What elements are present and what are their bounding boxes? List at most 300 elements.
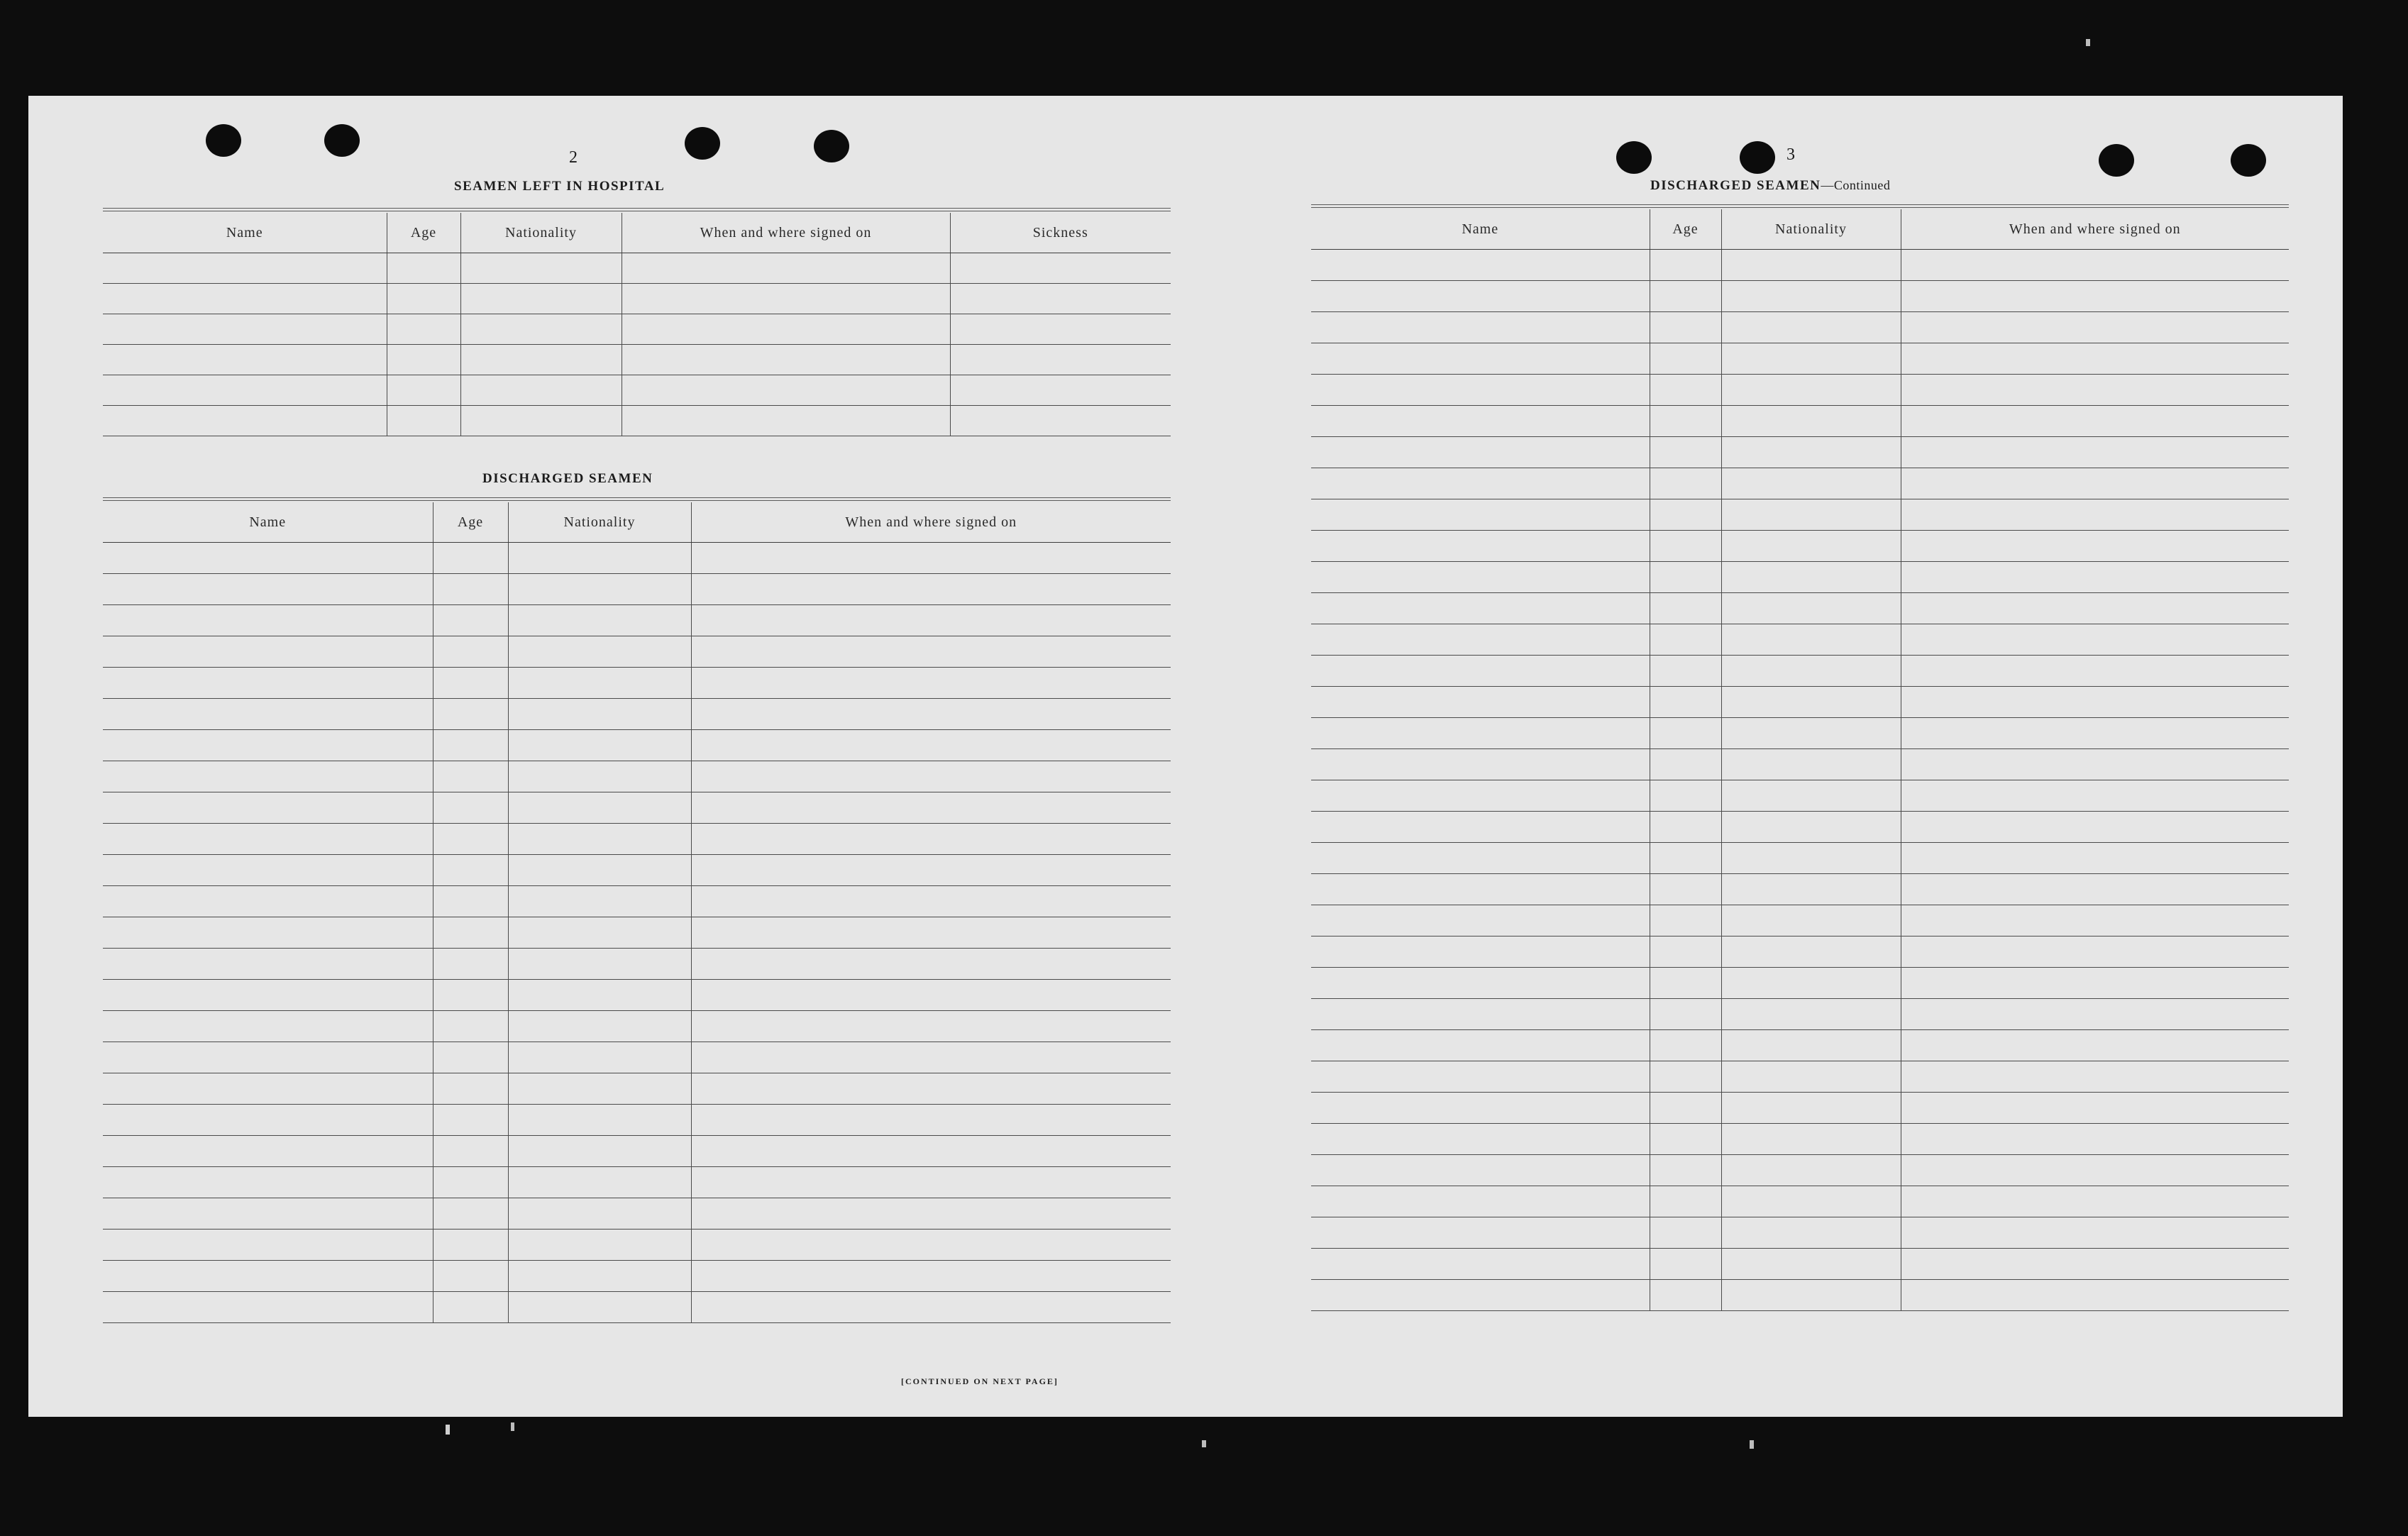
blank-cell <box>508 1011 691 1042</box>
blank-cell <box>1721 343 1901 375</box>
blank-cell <box>433 1136 508 1167</box>
blank-cell <box>103 284 387 314</box>
table-row <box>103 949 1171 980</box>
blank-cell <box>1901 312 2289 343</box>
blank-cell <box>1721 250 1901 281</box>
blank-cell <box>433 1011 508 1042</box>
blank-cell <box>1901 624 2289 656</box>
column-header: Age <box>433 502 508 543</box>
blank-cell <box>103 1073 433 1105</box>
blank-cell <box>433 855 508 886</box>
blank-cell <box>1650 687 1721 718</box>
punch-hole <box>1740 141 1775 174</box>
blank-cell <box>508 949 691 980</box>
blank-cell <box>1901 1280 2289 1311</box>
blank-cell <box>1650 905 1721 936</box>
blank-cell <box>691 1198 1171 1230</box>
blank-cell <box>103 1105 433 1136</box>
column-header: Sickness <box>950 213 1171 253</box>
blank-cell <box>1311 281 1650 312</box>
blank-cell <box>1650 843 1721 874</box>
blank-cell <box>1650 1217 1721 1249</box>
blank-cell <box>103 1230 433 1261</box>
blank-cell <box>1721 812 1901 843</box>
blank-cell <box>433 636 508 668</box>
scan-speck <box>1750 1440 1754 1449</box>
table-row <box>103 574 1171 605</box>
table-row <box>1311 531 2289 562</box>
table-row <box>1311 375 2289 406</box>
blank-cell <box>691 730 1171 761</box>
blank-cell <box>1721 1061 1901 1093</box>
blank-cell <box>433 543 508 574</box>
blank-cell <box>103 1136 433 1167</box>
blank-cell <box>508 792 691 824</box>
blank-cell <box>1650 812 1721 843</box>
blank-cell <box>691 636 1171 668</box>
blank-cell <box>1650 1093 1721 1124</box>
column-header: Nationality <box>1721 209 1901 250</box>
blank-cell <box>1311 687 1650 718</box>
blank-cell <box>691 605 1171 636</box>
table-row <box>103 1292 1171 1323</box>
blank-cell <box>1650 1061 1721 1093</box>
blank-cell <box>1311 905 1650 936</box>
blank-cell <box>622 253 950 284</box>
column-header: Name <box>103 502 433 543</box>
blank-cell <box>1721 968 1901 999</box>
blank-cell <box>103 1167 433 1198</box>
blank-cell <box>1650 999 1721 1030</box>
blank-cell <box>1901 468 2289 499</box>
table-row <box>103 699 1171 730</box>
column-header: Name <box>103 213 387 253</box>
blank-cell <box>691 792 1171 824</box>
blank-cell <box>1901 999 2289 1030</box>
blank-cell <box>103 855 433 886</box>
blank-cell <box>691 543 1171 574</box>
blank-cell <box>103 917 433 949</box>
blank-cell <box>622 284 950 314</box>
blank-cell <box>1650 936 1721 968</box>
table-row <box>103 668 1171 699</box>
blank-cell <box>103 253 387 284</box>
blank-cell <box>387 253 460 284</box>
blank-cell <box>1311 624 1650 656</box>
blank-cell <box>387 375 460 406</box>
blank-cell <box>1901 343 2289 375</box>
table-row <box>103 314 1171 345</box>
table-row <box>1311 1061 2289 1093</box>
table-row <box>103 1261 1171 1292</box>
blank-cell <box>1650 468 1721 499</box>
blank-cell <box>1901 1124 2289 1155</box>
blank-cell <box>1721 1280 1901 1311</box>
blank-cell <box>622 375 950 406</box>
table-row <box>103 1042 1171 1073</box>
blank-cell <box>508 1292 691 1323</box>
table-row <box>103 855 1171 886</box>
blank-cell <box>1311 437 1650 468</box>
blank-cell <box>508 1136 691 1167</box>
blank-cell <box>103 1011 433 1042</box>
double-rule <box>1311 204 2289 208</box>
blank-cell <box>460 314 622 345</box>
blank-cell <box>1650 343 1721 375</box>
blank-cell <box>103 605 433 636</box>
blank-cell <box>1650 780 1721 812</box>
blank-cell <box>103 375 387 406</box>
blank-cell <box>1901 780 2289 812</box>
table-row <box>103 543 1171 574</box>
double-rule <box>103 208 1171 211</box>
blank-cell <box>1721 905 1901 936</box>
blank-cell <box>950 314 1171 345</box>
table-row <box>1311 687 2289 718</box>
table-row <box>103 605 1171 636</box>
blank-cell <box>1650 874 1721 905</box>
table-row <box>1311 936 2289 968</box>
blank-cell <box>1311 999 1650 1030</box>
blank-cell <box>433 1261 508 1292</box>
blank-cell <box>460 406 622 436</box>
blank-cell <box>1901 936 2289 968</box>
blank-cell <box>508 730 691 761</box>
blank-cell <box>1311 812 1650 843</box>
blank-cell <box>508 543 691 574</box>
blank-cell <box>508 980 691 1011</box>
blank-cell <box>103 824 433 855</box>
table-row <box>1311 718 2289 749</box>
blank-cell <box>103 761 433 792</box>
blank-cell <box>691 980 1171 1011</box>
blank-cell <box>103 345 387 375</box>
table-row <box>1311 1280 2289 1311</box>
table-row <box>103 253 1171 284</box>
blank-cell <box>1311 250 1650 281</box>
blank-cell <box>103 314 387 345</box>
blank-cell <box>433 1198 508 1230</box>
blank-cell <box>1721 687 1901 718</box>
blank-cell <box>1901 687 2289 718</box>
blank-cell <box>103 730 433 761</box>
blank-cell <box>103 406 387 436</box>
blank-cell <box>1901 1217 2289 1249</box>
blank-cell <box>1650 749 1721 780</box>
table-header-row <box>1311 209 2289 250</box>
table-row <box>1311 905 2289 936</box>
punch-hole <box>814 130 849 162</box>
blank-cell <box>508 605 691 636</box>
table-row <box>1311 624 2289 656</box>
table-row <box>1311 1186 2289 1217</box>
blank-cell <box>103 949 433 980</box>
blank-cell <box>508 1073 691 1105</box>
scan-speck <box>1202 1440 1206 1447</box>
blank-cell <box>691 1105 1171 1136</box>
table-row <box>1311 1093 2289 1124</box>
table-row <box>1311 1217 2289 1249</box>
blank-cell <box>691 1011 1171 1042</box>
blank-cell <box>1721 936 1901 968</box>
blank-cell <box>1650 406 1721 437</box>
blank-cell <box>508 886 691 917</box>
punch-hole <box>685 127 720 160</box>
blank-cell <box>1721 656 1901 687</box>
table-row <box>103 730 1171 761</box>
blank-cell <box>691 1292 1171 1323</box>
table-row <box>1311 656 2289 687</box>
table-row <box>103 824 1171 855</box>
blank-cell <box>387 284 460 314</box>
blank-cell <box>1721 531 1901 562</box>
blank-cell <box>103 668 433 699</box>
blank-cell <box>387 406 460 436</box>
column-header: When and where signed on <box>691 502 1171 543</box>
blank-cell <box>1311 1186 1650 1217</box>
blank-cell <box>103 980 433 1011</box>
table-row <box>103 761 1171 792</box>
blank-cell <box>103 1261 433 1292</box>
hospital-table <box>103 213 1171 436</box>
blank-cell <box>103 543 433 574</box>
blank-cell <box>1650 593 1721 624</box>
blank-cell <box>508 1167 691 1198</box>
blank-cell <box>1901 874 2289 905</box>
blank-cell <box>691 949 1171 980</box>
blank-cell <box>508 1105 691 1136</box>
blank-cell <box>1311 312 1650 343</box>
blank-cell <box>950 345 1171 375</box>
blank-cell <box>103 1292 433 1323</box>
table-row <box>103 980 1171 1011</box>
table-row <box>103 917 1171 949</box>
blank-cell <box>433 1073 508 1105</box>
blank-cell <box>103 699 433 730</box>
blank-cell <box>508 1198 691 1230</box>
blank-cell <box>1311 343 1650 375</box>
blank-cell <box>1901 281 2289 312</box>
blank-cell <box>691 1042 1171 1073</box>
blank-cell <box>508 917 691 949</box>
column-header: Age <box>387 213 460 253</box>
blank-cell <box>1721 499 1901 531</box>
blank-cell <box>103 792 433 824</box>
blank-cell <box>1311 780 1650 812</box>
table-row <box>103 1105 1171 1136</box>
table-row <box>1311 499 2289 531</box>
blank-cell <box>1901 1030 2289 1061</box>
blank-cell <box>1650 312 1721 343</box>
table-row <box>1311 281 2289 312</box>
table-row <box>1311 780 2289 812</box>
blank-cell <box>1721 843 1901 874</box>
table-row <box>103 1167 1171 1198</box>
blank-cell <box>460 375 622 406</box>
blank-cell <box>1311 1280 1650 1311</box>
blank-cell <box>1901 812 2289 843</box>
blank-cell <box>1311 593 1650 624</box>
blank-cell <box>950 375 1171 406</box>
blank-cell <box>691 886 1171 917</box>
punch-hole <box>1616 141 1652 174</box>
blank-cell <box>1650 1155 1721 1186</box>
table-row <box>1311 812 2289 843</box>
blank-cell <box>1901 968 2289 999</box>
blank-cell <box>1901 905 2289 936</box>
blank-cell <box>508 1042 691 1073</box>
table-row <box>1311 968 2289 999</box>
table-row <box>1311 437 2289 468</box>
discharged-continued-title <box>1650 178 1890 194</box>
blank-cell <box>433 1292 508 1323</box>
blank-cell <box>508 636 691 668</box>
column-header: When and where signed on <box>1901 209 2289 250</box>
blank-cell <box>691 917 1171 949</box>
blank-cell <box>103 1042 433 1073</box>
table-row <box>1311 874 2289 905</box>
blank-cell <box>1721 874 1901 905</box>
blank-cell <box>1650 375 1721 406</box>
punch-hole <box>206 124 241 157</box>
blank-cell <box>1901 1061 2289 1093</box>
blank-cell <box>103 1198 433 1230</box>
blank-cell <box>1901 250 2289 281</box>
table-header-row <box>103 502 1171 543</box>
blank-cell <box>433 949 508 980</box>
blank-cell <box>1311 718 1650 749</box>
blank-cell <box>1721 406 1901 437</box>
discharged-table <box>103 502 1171 1323</box>
blank-cell <box>1901 1155 2289 1186</box>
blank-cell <box>950 406 1171 436</box>
blank-cell <box>1721 375 1901 406</box>
scan-speck <box>511 1422 514 1431</box>
table-row <box>103 345 1171 375</box>
punch-hole <box>2231 144 2266 177</box>
table-row <box>1311 406 2289 437</box>
blank-cell <box>508 855 691 886</box>
table-row <box>1311 593 2289 624</box>
table-row <box>103 1198 1171 1230</box>
blank-cell <box>1650 281 1721 312</box>
blank-cell <box>460 345 622 375</box>
blank-cell <box>1311 1217 1650 1249</box>
table-row <box>1311 1030 2289 1061</box>
blank-cell <box>1721 624 1901 656</box>
blank-cell <box>508 761 691 792</box>
table-row <box>1311 468 2289 499</box>
table-row <box>1311 250 2289 281</box>
blank-cell <box>1721 1155 1901 1186</box>
blank-cell <box>1721 437 1901 468</box>
discharged-section-title: DISCHARGED SEAMEN <box>482 471 653 486</box>
table-row <box>1311 1124 2289 1155</box>
blank-cell <box>1650 656 1721 687</box>
blank-cell <box>1721 1030 1901 1061</box>
blank-cell <box>1721 780 1901 812</box>
table-row <box>1311 1249 2289 1280</box>
blank-cell <box>1721 1186 1901 1217</box>
blank-cell <box>508 668 691 699</box>
double-rule <box>103 497 1171 501</box>
blank-cell <box>1901 749 2289 780</box>
blank-cell <box>433 917 508 949</box>
punch-hole <box>324 124 360 157</box>
blank-cell <box>691 1167 1171 1198</box>
blank-cell <box>1311 936 1650 968</box>
blank-cell <box>1901 437 2289 468</box>
blank-cell <box>1311 499 1650 531</box>
scan-speck <box>446 1425 450 1435</box>
blank-cell <box>1311 968 1650 999</box>
blank-cell <box>1901 406 2289 437</box>
blank-cell <box>1311 1061 1650 1093</box>
blank-cell <box>1311 1030 1650 1061</box>
table-row <box>1311 749 2289 780</box>
blank-cell <box>1901 562 2289 593</box>
blank-cell <box>1650 562 1721 593</box>
blank-cell <box>103 574 433 605</box>
table-row <box>1311 999 2289 1030</box>
blank-cell <box>433 699 508 730</box>
blank-cell <box>1650 1186 1721 1217</box>
continued-suffix: —Continued <box>1821 178 1891 192</box>
blank-cell <box>508 1230 691 1261</box>
blank-cell <box>1311 1124 1650 1155</box>
blank-cell <box>1901 499 2289 531</box>
blank-cell <box>1650 1030 1721 1061</box>
blank-cell <box>1721 562 1901 593</box>
blank-cell <box>508 699 691 730</box>
blank-cell <box>691 761 1171 792</box>
hospital-section-title: SEAMEN LEFT IN HOSPITAL <box>454 179 665 194</box>
table-row <box>103 1230 1171 1261</box>
table-row <box>103 1073 1171 1105</box>
blank-cell <box>433 761 508 792</box>
blank-cell <box>950 284 1171 314</box>
blank-cell <box>622 406 950 436</box>
blank-cell <box>433 1230 508 1261</box>
blank-cell <box>1650 499 1721 531</box>
blank-cell <box>1311 531 1650 562</box>
blank-cell <box>1650 968 1721 999</box>
blank-cell <box>433 980 508 1011</box>
blank-cell <box>1650 531 1721 562</box>
blank-cell <box>1901 718 2289 749</box>
blank-cell <box>1901 593 2289 624</box>
blank-cell <box>1311 562 1650 593</box>
blank-cell <box>1721 1217 1901 1249</box>
blank-cell <box>691 1261 1171 1292</box>
blank-cell <box>433 1105 508 1136</box>
scan-speck <box>2086 39 2090 46</box>
column-header: Nationality <box>460 213 622 253</box>
blank-cell <box>460 284 622 314</box>
blank-cell <box>1901 375 2289 406</box>
blank-cell <box>1311 1093 1650 1124</box>
blank-cell <box>1311 843 1650 874</box>
table-row <box>1311 312 2289 343</box>
blank-cell <box>691 1230 1171 1261</box>
table-row <box>103 636 1171 668</box>
blank-cell <box>691 668 1171 699</box>
table-row <box>1311 843 2289 874</box>
discharged-continued-table <box>1311 209 2289 1311</box>
blank-cell <box>1721 312 1901 343</box>
blank-cell <box>1650 1124 1721 1155</box>
table-row <box>1311 343 2289 375</box>
